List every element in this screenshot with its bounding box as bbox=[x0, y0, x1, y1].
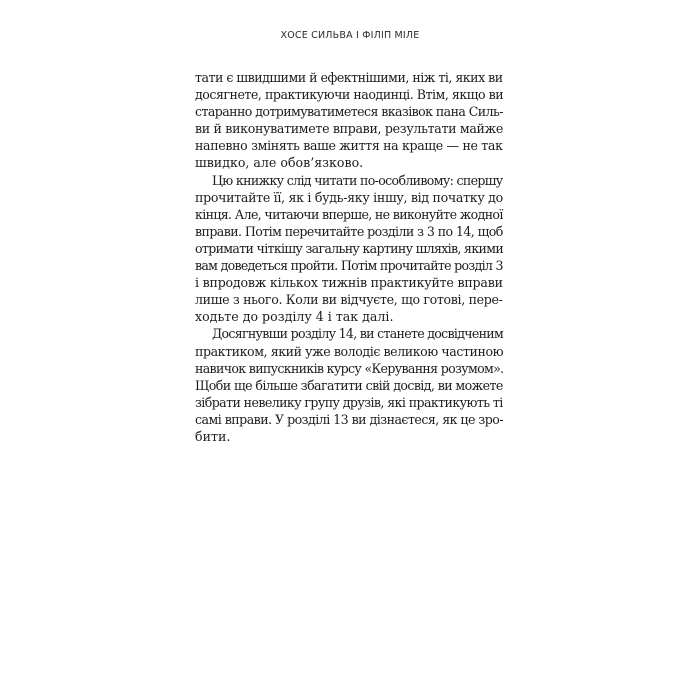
text-line: швидко, але обов’язково. bbox=[195, 155, 364, 171]
text-line: вам доведеться пройти. Потім прочитайте розділ 3 bbox=[195, 258, 503, 274]
text-line: отримати чіткішу загальну картину шляхів, якими bbox=[195, 240, 504, 256]
text-line: ходьте до розділу 4 і так далі. bbox=[195, 309, 394, 325]
text-line: практиком, який уже володіє великою частиною bbox=[195, 343, 504, 359]
paragraph-1 bbox=[195, 69, 503, 172]
text-line: бити. bbox=[195, 428, 231, 444]
paragraph-3 bbox=[195, 325, 503, 445]
text-line: старанно дотримуватиметеся вказівок пана Силь- bbox=[195, 104, 503, 120]
body-text bbox=[195, 69, 503, 445]
text-line: самі вправи. У розділі 13 ви дізнаєтеся, як це зро- bbox=[195, 411, 504, 427]
text-line: Цю книжку слід читати по-особливому: спершу bbox=[212, 172, 503, 188]
text-line: досягнете, практикуючи наодинці. Втім, якщо ви bbox=[195, 87, 504, 103]
running-head: ХОСЕ СИЛЬВА І ФІЛІП МІЛЕ bbox=[280, 30, 420, 41]
text-line: Досягнувши розділу 14, ви станете досвідченим bbox=[212, 326, 504, 342]
text-line: тати є швидшими й ефектнішими, ніж ті, яких ви bbox=[195, 70, 503, 85]
text-line: прочитайте її, як і будь-яку іншу, від початку до bbox=[195, 189, 503, 205]
text-line: кінця. Але, читаючи вперше, не виконуйте жодної bbox=[195, 206, 503, 222]
text-line: навичок випускників курсу «Керування розумом». bbox=[195, 360, 504, 376]
paragraph-2 bbox=[195, 172, 503, 326]
text-line: Щоби ще більше збагатити свій досвід, ви можете bbox=[195, 377, 503, 393]
text-line: напевно змінять ваше життя на краще — не так bbox=[195, 138, 503, 154]
text-line: ви й виконуватимете вправи, результати майже bbox=[195, 121, 504, 137]
text-line: лише з нього. Коли ви відчуєте, що готові, пере- bbox=[195, 292, 503, 308]
text-line: і впродовж кількох тижнів практикуйте вправи bbox=[195, 275, 503, 291]
text-line: зібрати невелику групу друзів, які практикують ті bbox=[195, 394, 503, 410]
text-line: вправи. Потім перечитайте розділи з 3 по 14, щоб bbox=[195, 223, 503, 239]
